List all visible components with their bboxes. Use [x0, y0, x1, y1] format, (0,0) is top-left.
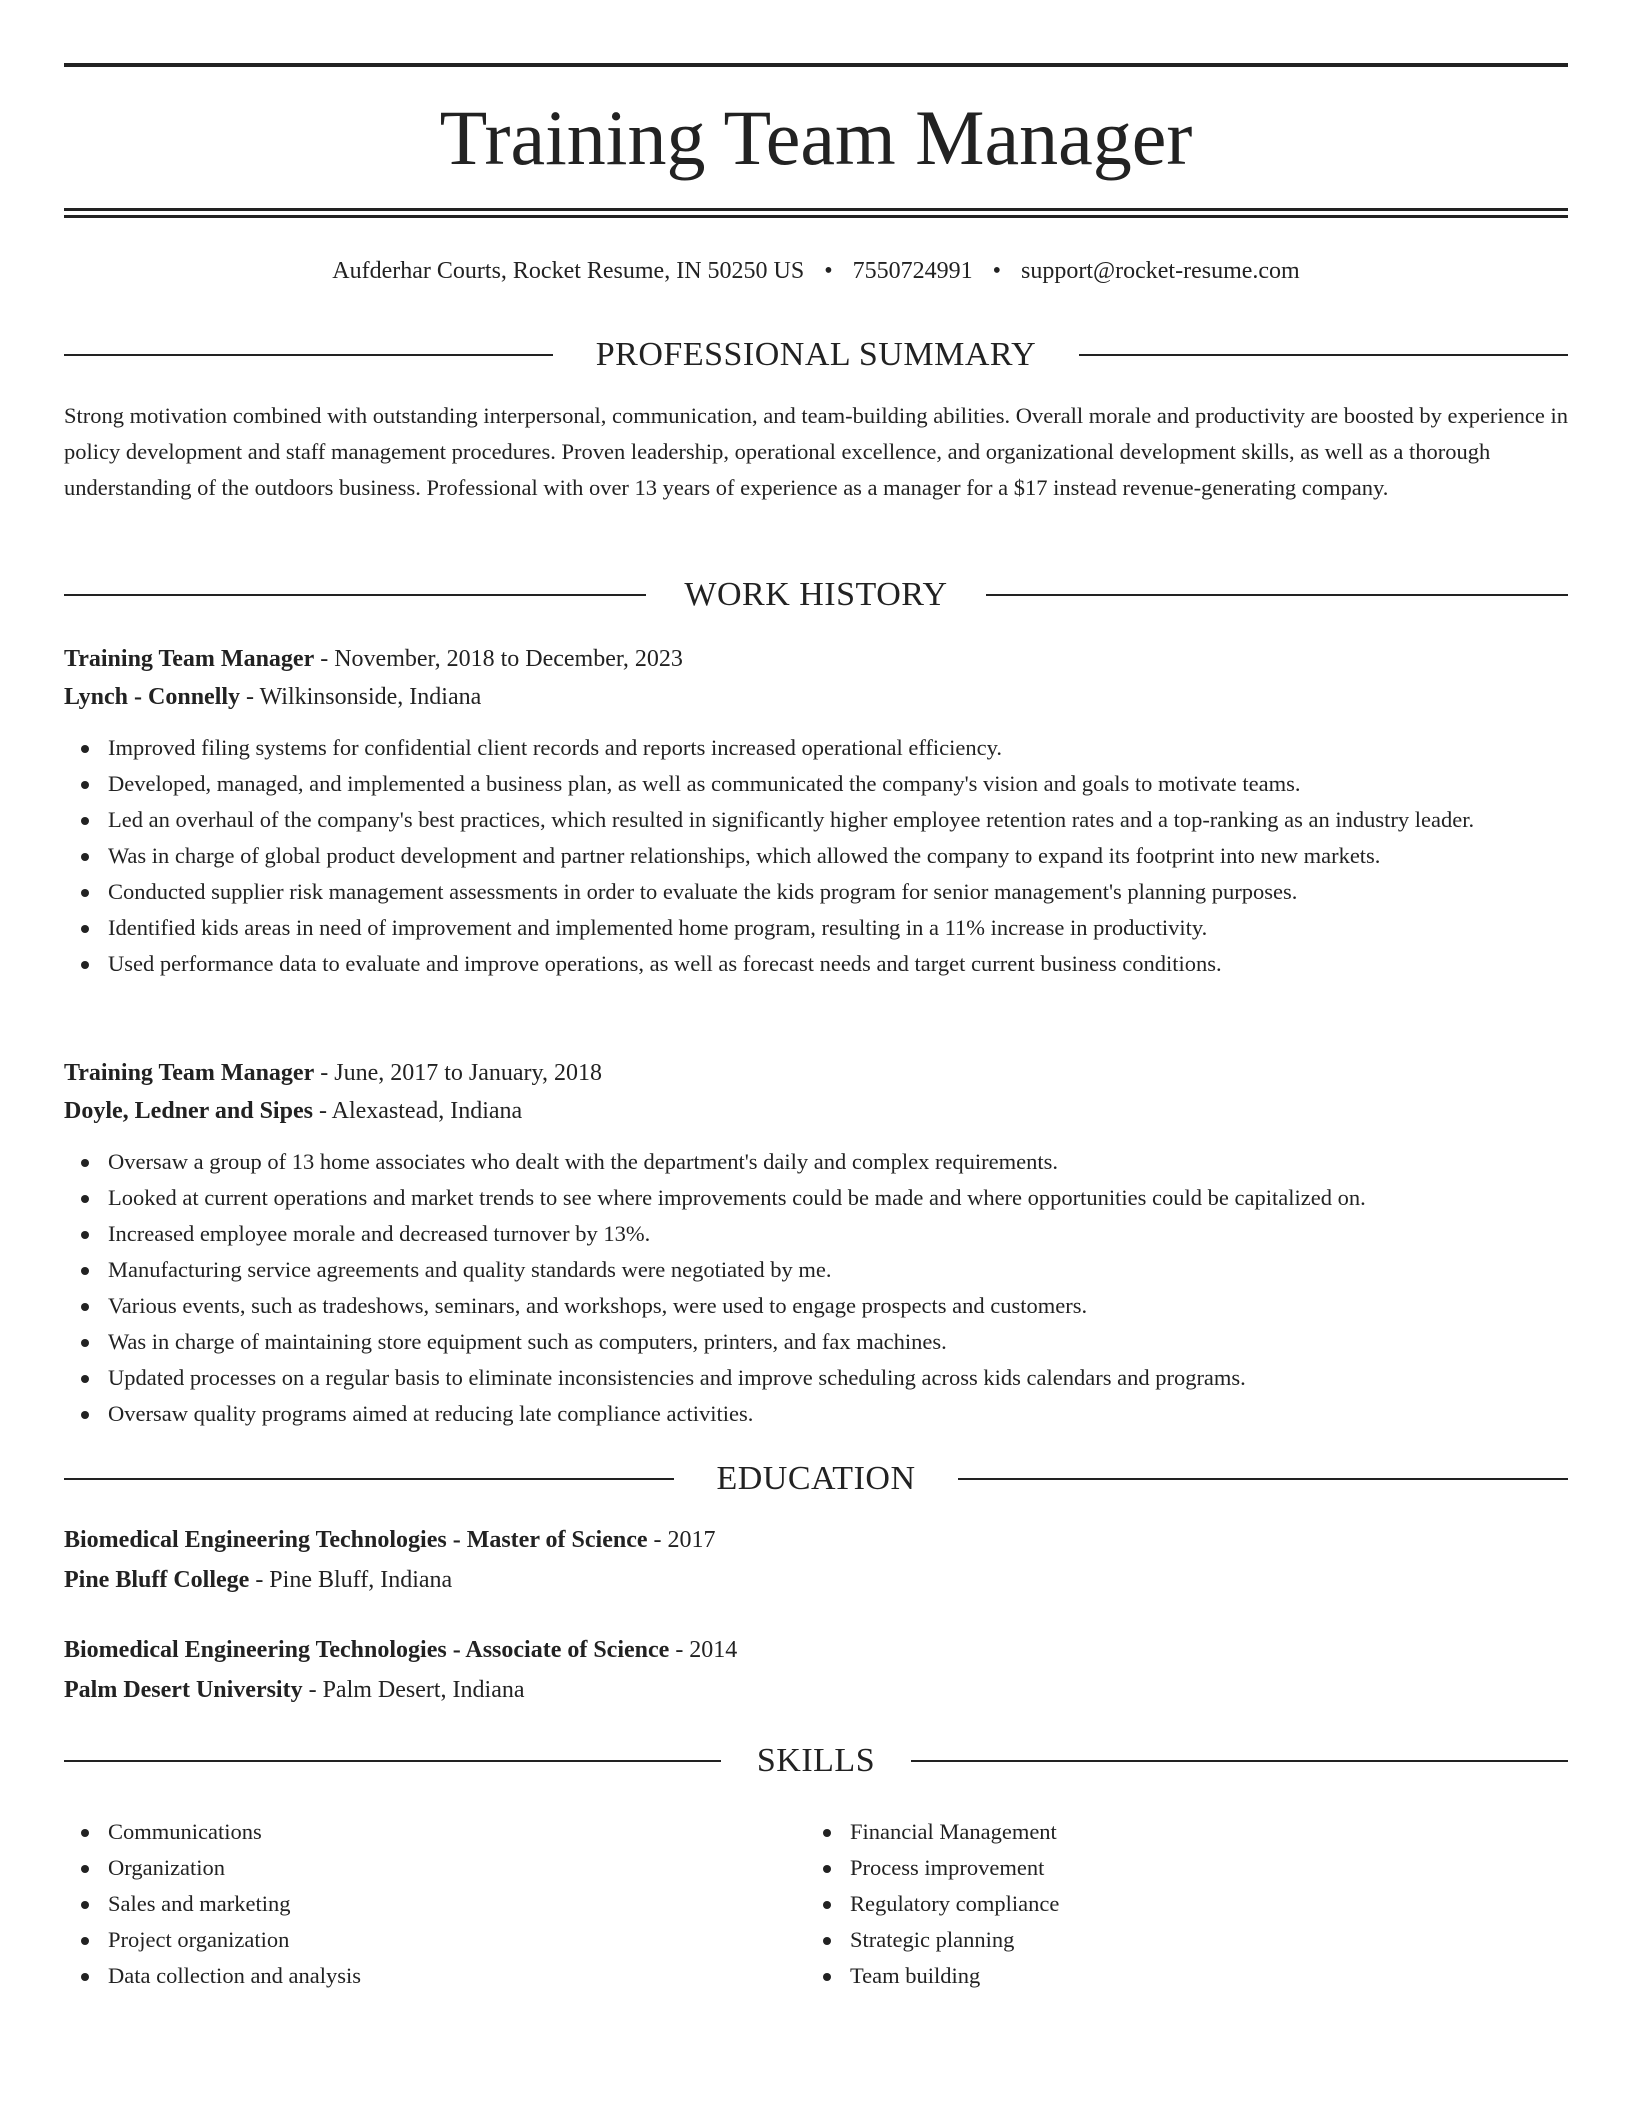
education-degree: Biomedical Engineering Technologies - Associate of Science — [64, 1637, 670, 1663]
skill-item: Strategic planning — [806, 1922, 1506, 1958]
section-header-education — [64, 1456, 1568, 1502]
education-degree-line — [64, 1630, 1568, 1670]
skill-item: Sales and marketing — [64, 1886, 764, 1922]
list-item: Identified kids areas in need of improvement and implemented home program, resulting in a 11% increase in productivity. — [64, 910, 1568, 946]
job-company: Lynch - Connelly — [64, 684, 241, 710]
list-item: Conducted supplier risk management assessments in order to evaluate the kids program for senior management's planning purposes. — [64, 874, 1568, 910]
job-entry — [64, 640, 1568, 982]
skill-item: Communications — [64, 1814, 764, 1850]
list-item: Used performance data to evaluate and improve operations, as well as forecast needs and target current business conditions. — [64, 946, 1568, 982]
job-location: - Wilkinsonside, Indiana — [240, 684, 482, 710]
skills-column-left — [64, 1814, 764, 1994]
education-school: Pine Bluff College — [64, 1567, 250, 1593]
job-title: Training Team Manager — [64, 646, 315, 672]
list-item: Looked at current operations and market trends to see where improvements could be made and where opportunities could be capitalized on. — [64, 1180, 1568, 1216]
list-item: Various events, such as tradeshows, seminars, and workshops, were used to engage prospects and customers. — [64, 1288, 1568, 1324]
contact-phone: 7550724991 — [852, 258, 973, 284]
section-rule-right — [911, 1760, 1568, 1762]
list-item: Developed, managed, and implemented a business plan, as well as communicated the company's vision and goals to motivate teams. — [64, 766, 1568, 802]
contact-email: support@rocket-resume.com — [1021, 258, 1300, 284]
section-rule-right — [1079, 354, 1568, 356]
skills-column-right — [806, 1814, 1506, 1994]
job-location: - Alexastead, Indiana — [312, 1098, 523, 1124]
section-header-skills — [64, 1738, 1568, 1784]
education-degree-line — [64, 1520, 1568, 1560]
contact-address: Aufderhar Courts, Rocket Resume, IN 50250 US — [332, 258, 805, 284]
section-header-work — [64, 572, 1568, 618]
list-item: Oversaw a group of 13 home associates who dealt with the department's daily and complex requirements. — [64, 1144, 1568, 1180]
job-bullets — [64, 730, 1568, 982]
education-year: - 2014 — [669, 1637, 738, 1663]
list-item: Increased employee morale and decreased turnover by 13%. — [64, 1216, 1568, 1252]
job-title-line — [64, 1054, 1568, 1092]
skill-item: Data collection and analysis — [64, 1958, 764, 1994]
list-item: Manufacturing service agreements and quality standards were negotiated by me. — [64, 1252, 1568, 1288]
education-school-line — [64, 1670, 1568, 1710]
job-company-line — [64, 678, 1568, 716]
section-title: SKILLS — [756, 1742, 876, 1779]
education-year: - 2017 — [647, 1527, 716, 1553]
skill-item: Process improvement — [806, 1850, 1506, 1886]
top-rule — [64, 63, 1568, 67]
job-dates: - November, 2018 to December, 2023 — [314, 646, 683, 672]
education-entry — [64, 1630, 1568, 1710]
section-title: PROFESSIONAL SUMMARY — [595, 336, 1037, 373]
skill-item: Regulatory compliance — [806, 1886, 1506, 1922]
education-school: Palm Desert University — [64, 1677, 303, 1703]
title-rule-upper — [64, 208, 1568, 211]
section-title: WORK HISTORY — [684, 576, 948, 613]
skill-item: Team building — [806, 1958, 1506, 1994]
contact-separator: • — [992, 258, 1002, 284]
education-school-line — [64, 1560, 1568, 1600]
list-item: Improved filing systems for confidential client records and reports increased operational efficiency. — [64, 730, 1568, 766]
education-location: - Pine Bluff, Indiana — [249, 1567, 453, 1593]
job-title: Training Team Manager — [64, 1060, 315, 1086]
section-title: EDUCATION — [716, 1460, 916, 1497]
skill-item: Project organization — [64, 1922, 764, 1958]
job-title-line — [64, 640, 1568, 678]
list-item: Was in charge of global product development and partner relationships, which allowed the company to expand its footprint into new markets. — [64, 838, 1568, 874]
title-rule-lower — [64, 215, 1568, 218]
list-item: Updated processes on a regular basis to eliminate inconsistencies and improve scheduling across kids calendars and programs. — [64, 1360, 1568, 1396]
summary-text: Strong motivation combined with outstanding interpersonal, communication, and team-building abilities. Overall morale and productivity are boosted by experience in policy development and staff management procedures. Proven leadership, operational excellence, and organizational development skills, as well as a thorough understanding of the outdoors business. Professional with over 13 years of experience as a manager for a $17 instead revenue-generating company. — [64, 403, 1569, 500]
job-company: Doyle, Ledner and Sipes — [64, 1098, 313, 1124]
skills-bullets-right — [806, 1814, 1506, 1994]
section-rule-right — [986, 594, 1568, 596]
contact-line — [64, 254, 1568, 288]
resume-title: Training Team Manager — [439, 94, 1193, 181]
education-degree: Biomedical Engineering Technologies - Master of Science — [64, 1527, 648, 1553]
job-entry — [64, 1054, 1568, 1432]
list-item: Oversaw quality programs aimed at reducing late compliance activities. — [64, 1396, 1568, 1432]
job-company-line — [64, 1092, 1568, 1130]
skill-item: Organization — [64, 1850, 764, 1886]
section-header-summary — [64, 332, 1568, 378]
list-item: Led an overhaul of the company's best practices, which resulted in significantly higher employee retention rates and a top-ranking as an industry leader. — [64, 802, 1568, 838]
contact-separator: • — [824, 258, 833, 284]
skill-item: Financial Management — [806, 1814, 1506, 1850]
education-location: - Palm Desert, Indiana — [302, 1677, 525, 1703]
section-rule-right — [958, 1478, 1568, 1480]
list-item: Was in charge of maintaining store equipment such as computers, printers, and fax machines. — [64, 1324, 1568, 1360]
job-bullets — [64, 1144, 1568, 1432]
job-dates: - June, 2017 to January, 2018 — [314, 1060, 602, 1086]
skills-bullets-left — [64, 1814, 764, 1994]
education-entry — [64, 1520, 1568, 1600]
